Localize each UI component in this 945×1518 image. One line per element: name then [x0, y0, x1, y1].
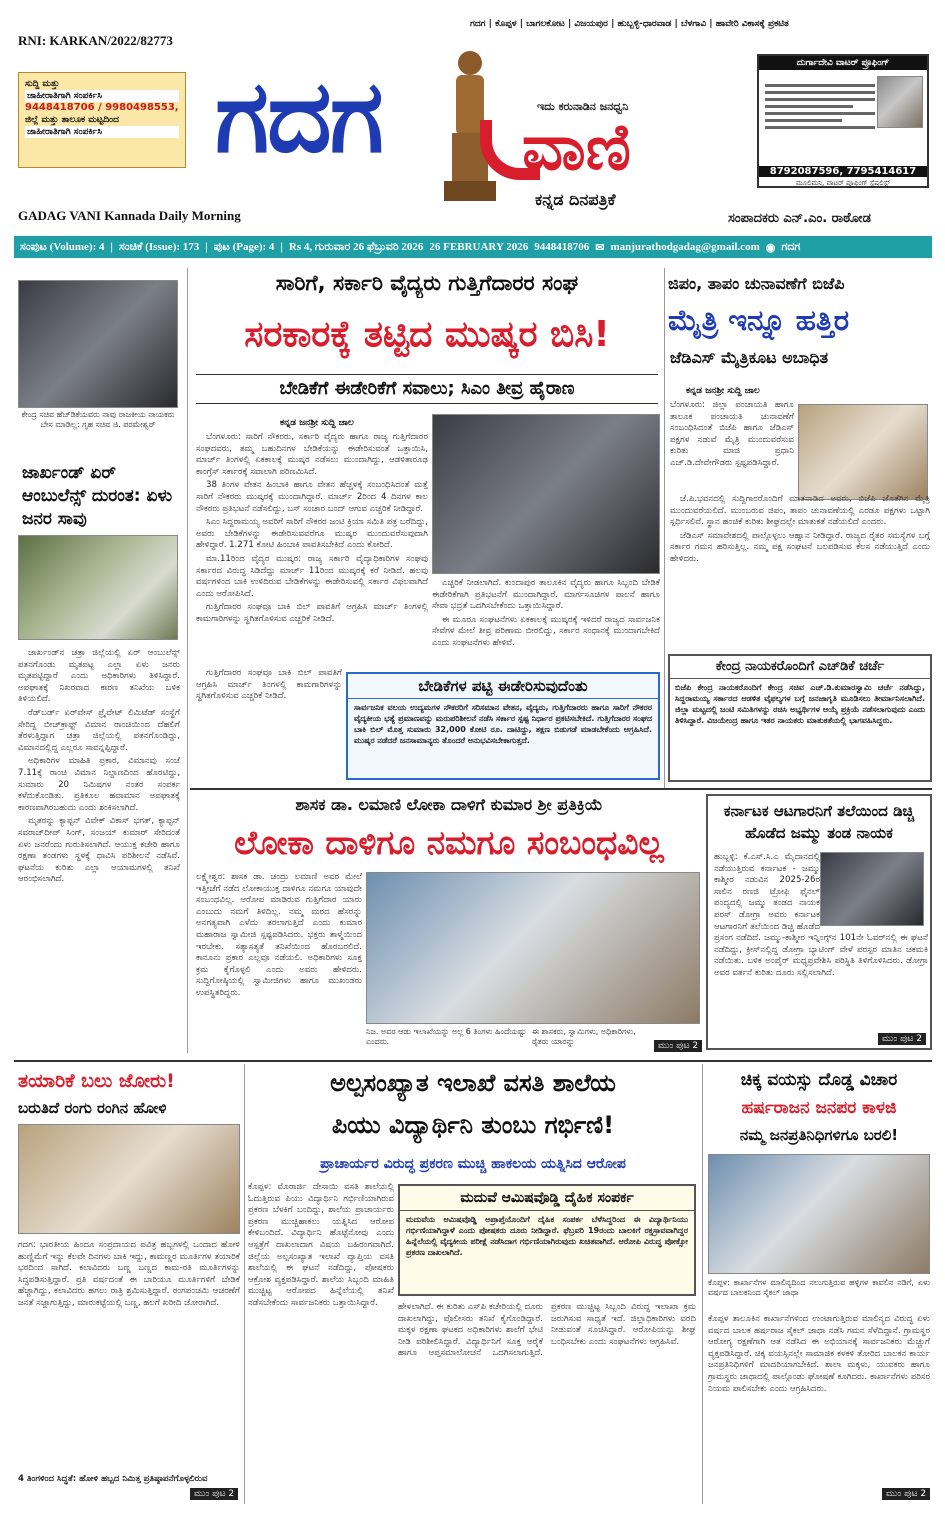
info-issue: ಸಂಚಿಕೆ (Issue): 173 — [118, 240, 200, 253]
sport-body: ಹುಬ್ಬಳ್ಳಿ: ಕೆ.ಎಸ್.ಸಿ.ಎ ಮೈದಾನದಲ್ಲಿ ನಡೆಯುತ್ತಿರುವ ಕರ್ನಾಟಕ - ಜಮ್ಮು ಕಾಶ್ಮೀರ ನಡುವಿನ 2025-26ರ ಸಾಲಿನ ರಣಜಿ ಟ್ರೋಫಿ ಫೈನಲ್ ಪಂದ್ಯದಲ್ಲಿ ಜಮ್ಮು ತಂಡದ ನಾಯಕ ಪರಸ್ ಡೋಗ್ರಾ ಅವರು ಕರ್ನಾಟಕ ಆಟಗಾರನಿಗೆ ತಲೆಯಿಂದ ಡಿಚ್ಚಿ ಹೊಡೆದ ಪ್ರಸಂಗ ನಡೆದಿದೆ. ಜಮ್ಮು-ಕಾಶ್ಮೀರ ಇನ್ನಿಂಗ್ಸ್‌ನ 101ನೇ ಓವರ್‌ನಲ್ಲಿ ಈ ಘಟನೆ ನಡೆದಿದ್ದು, ಕ್ರೀಸ್‌ನಲ್ಲಿದ್ದ ಡೋಗ್ರಾ ಬ್ಯಾಟಿಂಗ್ ವೇಳೆ ಪರಸ್ಪರ ಮಾತಿನ ಚಕಮಕಿ ನಡೆಯಿತು. ಬಳಿಕ ಅಂಪೈರ್ ಮಧ್ಯಪ್ರವೇಶಿಸಿ ಪರಿಸ್ಥಿತಿ ತಿಳಿಗೊಳಿಸಿದರು. ಡೋಗ್ರಾ ಅವರ ವರ್ತನೆ ಕುರಿತು ದೂರು ಸಲ್ಲಿಸಲಾಗಿದೆ. — [714, 852, 928, 978]
left-headline: ಜಾರ್ಖಂಡ್ ಏರ್ ಆಂಬುಲೆನ್ಸ್ ದುರಂತ: ಏಳು ಜನರ ಸಾವು — [22, 463, 173, 529]
info-email: manjurathodgadag@gmail.com — [610, 241, 760, 253]
mid-kicker: ಶಾಸಕ ಡಾ. ಲಮಾಣಿ ಲೋಕಾ ದಾಳಿಗೆ ಕುಮಾರ ಶ್ರೀ ಪ್ರತಿಕ್ರಿಯೆ — [295, 795, 603, 814]
holi-footer: 4 ತಿಂಗಳಿಂದ ಸಿದ್ಧತೆ: ಹೋಳಿ ಹಬ್ಬದ ನಿಮಿತ್ತ ಪ್ರತಿಷ್ಠಾಪನೆಗೊಳ್ಳಲಿರುವ — [18, 1474, 208, 1484]
masthead-title-right: ವಾಣಿ — [522, 111, 631, 185]
hostel-body-right: ಹೇಳಲಾಗಿದೆ. ಈ ಕುರಿತು ಎಸ್‌ಪಿ ಕಚೇರಿಯಲ್ಲಿ ದೂರು ದಾಖಲಾಗಿದ್ದು, ಪೊಲೀಸರು ತನಿಖೆ ಕೈಗೊಂಡಿದ್ದಾರೆ. ಮಕ್ಕಳ ರಕ್ಷಣಾ ಘಟಕದ ಅಧಿಕಾರಿಗಳು ಶಾಲೆಗೆ ಭೇಟಿ ನೀಡಿ ಪರಿಶೀಲಿಸಿದ್ದಾರೆ. ವಿದ್ಯಾರ್ಥಿನಿಗೆ ಸೂಕ್ತ ಆರೈಕೆ ಹಾಗೂ ಆಪ್ತಸಮಾಲೋಚನೆ ಒದಗಿಸಲಾಗುತ್ತಿದೆ. ಪ್ರಕರಣ ಮುಚ್ಚಿಟ್ಟ ಸಿಬ್ಬಂದಿ ವಿರುದ್ಧ ಇಲಾಖಾ ಕ್ರಮ ಜರುಗಿಸುವ ಸಾಧ್ಯತೆ ಇದೆ. ಜಿಲ್ಲಾಧಿಕಾರಿಗಳು ವರದಿ ನೀಡುವಂತೆ ಸೂಚಿಸಿದ್ದಾರೆ. ಆರೋಪಿಯನ್ನು ಶೀಘ್ರ ಬಂಧಿಸಬೇಕು ಎಂದು ಸಂಘಟನೆಗಳು ಆಗ್ರಹಿಸಿವೆ. — [398, 1302, 696, 1359]
lead-subhead: ಬೇಡಿಕೆಗೆ ಈಡೇರಿಕೆಗೆ ಸವಾಲು; ಸಿಎಂ ತೀವ್ರ ಹೈರಾಣ — [196, 374, 658, 404]
minister-photo — [18, 280, 178, 408]
ad-phones: 8792087596, 7795414617 — [759, 166, 927, 177]
child-caption: ಕೊಪ್ಪಳ: ಕಾರ್ಖಾನೆಗಳ ಮಾಲಿನ್ಯದಿಂದ ನಲುಗುತ್ತಿರುವ ಹಳ್ಳಿಗಳ ಕಾವಲಿನ ನಡಿಗೆ, ಏಳು ವರ್ಷದ ಬಾಲಕನಿಂದ ಸೈಕಲ್ ಜಾಥಾ — [708, 1278, 930, 1297]
contact-line3: ಜಿಲ್ಲೆ ಮತ್ತು ತಾಲೂಕ ಮಟ್ಟದಿಂದ — [25, 115, 119, 125]
lead-body2-p2: ಈ ಮೂರೂ ಸಂಘಟನೆಗಳು ಏಕಕಾಲಕ್ಕೆ ಮುಷ್ಕರಕ್ಕೆ ಇಳಿದರೆ ರಾಜ್ಯದ ಸಾರ್ವಜನಿಕ ಸೇವೆಗಳ ಮೇಲೆ ತೀವ್ರ ಪರಿಣಾಮ ಬೀರಲಿದ್ದು, ಸರ್ಕಾರ ಸಂಧಾನಕ್ಕೆ ಮುಂದಾಗಬೇಕಿದೆ ಎಂದು ಸಂಘಟನೆಗಳು ಹೇಳಿವೆ. — [432, 614, 660, 648]
contact-line2: ಜಾಹೀರಾತಿಗಾಗಿ ಸಂಪರ್ಕಿಸಿ — [25, 90, 179, 102]
sport-continue-tag: ಮುಂ ಪುಟ 2 — [878, 1033, 926, 1045]
demands-box-title: ಬೇಡಿಕೆಗಳ ಪಟ್ಟಿ ಈಡೇರಿಸುವುದೆಂತು — [348, 674, 658, 699]
child-body: ಕೊಪ್ಪಳ ತಾಲೂಕಿನ ಕಾರ್ಖಾನೆಗಳಿಂದ ಉಂಟಾಗುತ್ತಿರುವ ಮಾಲಿನ್ಯದ ವಿರುದ್ಧ ಏಳು ವರ್ಷದ ಬಾಲಕ ಹರ್ಷರಾಜ ಸೈಕಲ್ ಜಾಥಾ ನಡೆಸಿ ಗಮನ ಸೆಳೆದಿದ್ದಾನೆ. ಗ್ರಾಮಸ್ಥರ ಆರೋಗ್ಯ ರಕ್ಷಣೆಗಾಗಿ ಆತ ನಡೆಸಿದ ಈ ಅಭಿಯಾನಕ್ಕೆ ಸಾರ್ವಜನಿಕರು ಮೆಚ್ಚುಗೆ ವ್ಯಕ್ತಪಡಿಸಿದ್ದಾರೆ. ಚಿಕ್ಕ ವಯಸ್ಸಿನಲ್ಲೇ ಸಾಮಾಜಿಕ ಕಳಕಳಿ ತೋರಿದ ಬಾಲಕನ ಕಾರ್ಯ ಜನಪ್ರತಿನಿಧಿಗಳಿಗೆ ಮಾದರಿಯಾಗಬೇಕಿದೆ. ಶಾಲಾ ಮಕ್ಕಳು, ಯುವಕರು ಹಾಗೂ ಗ್ರಾಮಸ್ಥರು ಜಾಥಾದಲ್ಲಿ ಪಾಲ್ಗೊಂಡು ಘೋಷಣೆ ಕೂಗಿದರು. ಕಾರ್ಖಾನೆಗಳು ಪರಿಸರ ನಿಯಮ ಪಾಲಿಸಬೇಕು ಎಂದು ಆಗ್ರಹಿಸಿದರು. — [708, 1314, 930, 1394]
alliance-byline: ಕನ್ನಡ ಜನಶ್ರೀ ಸುದ್ದಿ ಜಾಲ — [686, 386, 760, 396]
marriage-box-title: ಮದುವೆ ಆಮಿಷವೊಡ್ಡಿ ದೈಹಿಕ ಸಂಪರ್ಕ — [400, 1186, 694, 1211]
left-body — [18, 648, 180, 1040]
info-page: ಪುಟ (Page): 4 — [213, 240, 275, 253]
mid-continue-tag: ಮುಂ ಪುಟ 2 — [654, 1040, 702, 1052]
lead-body-p2: 38 ತಿಂಗಳ ವೇತನ ಹಿಂಬಾಕಿ ಹಾಗೂ ವೇತನ ಹೆಚ್ಚಳಕ್ಕೆ ಸಂಬಂಧಿಸಿದಂತೆ ಮತ್ತೆ ಸಾರಿಗೆ ನೌಕರರು ಮುಷ್ಕರಕ್ಕೆ ಮುಂದಾಗಿದ್ದಾರೆ. ಮಾರ್ಚ್ 2ರಿಂದ 4 ದಿನಗಳ ಕಾಲ ನೌಕರರು ಪ್ರತಿಭಟನೆ ನಡೆಸಲಿದ್ದು, ಬಸ್ ಸಂಚಾರ ಬಂದ್ ಆಗುವ ಎಚ್ಚರಿಕೆ ನೀಡಿದ್ದಾರೆ. — [196, 480, 428, 514]
lead-body2 — [432, 578, 660, 668]
info-date-en: 26 FEBRUARY 2026 — [429, 241, 529, 253]
left-body-p3: ಅಧಿಕಾರಿಗಳ ಮಾಹಿತಿ ಪ್ರಕಾರ, ವಿಮಾನವು ಸಂಜೆ 7.11ಕ್ಕೆ ರಾಂಚಿ ವಿಮಾನ ನಿಲ್ದಾಣದಿಂದ ಹೊರಟಿದ್ದು, ಸುಮಾರು 20 ನಿಮಿಷಗಳ ನಂತರ ಸಂಪರ್ಕ ಕಳೆದುಕೊಂಡಿತು. ಪ್ರತಿಕೂಲ ಹವಾಮಾನ ಅಪಘಾತಕ್ಕೆ ಕಾರಣವಾಗಿರಬಹುದು ಎಂದು ಶಂಕಿಸಲಾಗಿದೆ. — [18, 756, 180, 813]
masthead-title-left: ಗದಗ — [215, 58, 382, 175]
email-icon: ✉ — [595, 241, 605, 254]
contact-phones: 9448418706 / 9980498553, — [25, 102, 179, 113]
bottom-right-divider — [702, 1064, 703, 1504]
holi-idol-photo — [18, 1124, 240, 1234]
cm-photo — [432, 414, 660, 574]
holi-continue-tag: ಮುಂ ಪುಟ 2 — [190, 1488, 238, 1500]
left-body-p2: ರೆಡ್‌ಬರ್ಡ್ ಏರ್‌ವೇಸ್ ಪ್ರೈವೇಟ್ ಲಿಮಿಟೆಡ್ ಸಂಸ್ಥೆಗೆ ಸೇರಿದ್ದ ಬೀಚ್‌ಕ್ರಾಫ್ಟ್ ವಿಮಾನ ರಾಂಚಿಯಿಂದ ದೆಹಲಿಗೆ ತೆರಳುತ್ತಿದ್ದಾಗ ಚತ್ರಾ ಜಿಲ್ಲೆಯಲ್ಲಿ ಪತನಗೊಂಡಿದ್ದು, ವಿಮಾನದಲ್ಲಿದ್ದ ಎಲ್ಲರೂ ಸಾವನ್ನಪ್ಪಿದ್ದಾರೆ. — [18, 707, 180, 753]
holi-headline2: ಬರುತಿದೆ ರಂಗು ರಂಗಿನ ಹೋಳಿ — [18, 1099, 167, 1117]
bottom-left-divider — [244, 1064, 245, 1504]
ad-title: ದುರ್ಗಾದೇವಿ ವಾಟರ್ ಪ್ರೂಫಿಂಗ್ — [759, 56, 927, 70]
location-icon: ◉ — [765, 241, 776, 254]
info-volume: ಸಂಪುಟ (Volume): 4 — [20, 240, 105, 253]
lead-body-p3: ಸಿಎಂ ಸಿದ್ದರಾಮಯ್ಯ ಅವರಿಗೆ ಸಾರಿಗೆ ನೌಕರರ ಜಂಟಿ ಕ್ರಿಯಾ ಸಮಿತಿ ಪತ್ರ ಬರೆದಿದ್ದು, ಅವರು ಬೇಡಿಕೆಗಳನ್ನು ಈಡೇರಿಸುವವರೆಗೂ ಮುಷ್ಕರ ಮುಂದುವರೆಸುವುದಾಗಿ ಹೇಳಿದ್ದಾರೆ. 1.271 ಕೋಟಿ ಹಿಂಬಾಕಿ ಪಾವತಿಸಬೇಕಿದೆ ಎಂದು ಕೋರಿದೆ. — [196, 517, 428, 551]
bottom-rule — [14, 1060, 932, 1062]
info-price-date: Rs 4, ಗುರುವಾರ 26 ಫೆಬ್ರುವರಿ 2026 — [288, 240, 424, 253]
lead-body-cont — [196, 668, 342, 780]
mid-caption-right: ಈ ಶಾಸಕರು, ಸ್ವಾಮಿಗಳು, ಅಧಿಕಾರಿಗಳು, ರೈತರು ಯಾರನ್ನು — [532, 1027, 636, 1046]
lead-kicker: ಸಾರಿಗೆ, ಸರ್ಕಾರಿ ವೈದ್ಯರು ಗುತ್ತಿಗೆದಾರರ ಸಂಘ — [275, 271, 579, 295]
lead-headline: ಸರಕಾರಕ್ಕೆ ತಟ್ಟಿದ ಮುಷ್ಕರ ಬಿಸಿ! — [244, 314, 610, 355]
hdk-talks-box — [668, 654, 932, 782]
lead-body — [196, 432, 428, 664]
right-divider — [664, 268, 665, 788]
child-continue-tag: ಮುಂ ಪುಟ 2 — [882, 1488, 930, 1500]
lead-body2-p1: ಎಚ್ಚರಿಕೆ ನೀಡಲಾಗಿದೆ. ಕುಂದಾಪುರ ತಾಲೂಕಿನ ವೈದ್ಯರು ಹಾಗೂ ಸಿಬ್ಬಂದಿ ಬೇಡಿಕೆ ಈಡೇರಿಕೆಗಾಗಿ ಪ್ರತಿಭಟನೆಗೆ ಮುಂದಾಗಿದ್ದಾರೆ. ಮಾರ್ಗಸೂಚಿಗಳ ಪಾಲನೆ ಹಾಗೂ ಸೇವಾ ಭದ್ರತೆ ಒದಗಿಸಬೇಕೆಂದು ಒತ್ತಾಯಿಸಿದ್ದಾರೆ. — [432, 578, 660, 612]
demands-box-body: ಸಾರ್ವಜನಿಕ ವಲಯ ಉದ್ಯಮಗಳ ನೌಕರರಿಗೆ ಸರಿಸಮಾನ ವೇತನ, ವೈದ್ಯರು, ಗುತ್ತಿಗೆದಾರರು ಹಾಗೂ ಸಾರಿಗೆ ನೌಕರರ ವೈದ್ಯಕೀಯ ಭತ್ಯೆ ಪ್ರಮಾಣವನ್ನು ಮರುಪರಿಶೀಲನೆ ನಡೆಸಿ ಸರ್ಕಾರ ಸ್ಪಷ್ಟ ನಿರ್ಧಾರ ಪ್ರಕಟಿಸಬೇಕಿದೆ. ಗುತ್ತಿಗೆದಾರರ ಸಂಘದ ಬಾಕಿ ಬಿಲ್ ಮೊತ್ತ ಸುಮಾರು 32,000 ಕೋಟಿ ರೂ. ದಾಟಿದ್ದು, ತಕ್ಷಣ ಬಿಡುಗಡೆ ಮಾಡಬೇಕೆಂದು ಆಗ್ರಹಿಸಿದೆ. ಮುಷ್ಕರ ನಡೆದರೆ ಜನಸಾಮಾನ್ಯರು ತೊಂದರೆ ಅನುಭವಿಸಬೇಕಾಗುತ್ತದೆ. — [354, 703, 652, 745]
alliance-body-short: ಬೆಂಗಳೂರು: ಜಿಲ್ಲಾ ಪಂಚಾಯತಿ ಹಾಗೂ ತಾಲೂಕ ಪಂಚಾಯತಿ ಚುನಾವಣೆಗೆ ಸಂಬಂಧಿಸಿದಂತೆ ಬಿಜೆಪಿ ಹಾಗೂ ಜೆಡಿಎಸ್ ಪಕ್ಷಗಳ ನಡುವೆ ಮೈತ್ರಿ ಮುಂದುವರೆಸುವ ಕುರಿತು ಮಾಜಿ ಪ್ರಧಾನಿ ಎಚ್.ಡಿ.ದೇವೇಗೌಡರು ಸ್ಪಷ್ಟಪಡಿಸಿದ್ದಾರೆ. — [670, 400, 794, 468]
cycle-rally-photo — [708, 1154, 930, 1274]
english-name: GADAG VANI Kannada Daily Morning — [18, 208, 241, 223]
left-body-p1: ಜಾರ್ಖಂಡ್‌ನ ಚತ್ರಾ ಜಿಲ್ಲೆಯಲ್ಲಿ ಏರ್ ಆಂಬುಲೆನ್ಸ್ ಪತನಗೊಂಡು ಮೃತಪಟ್ಟ ಎಲ್ಲಾ ಏಳು ಜನರು ಮೃತಪಟ್ಟಿದ್ದಾರೆ ಎಂದು ಅಧಿಕಾರಿಗಳು ತಿಳಿಸಿದ್ದಾರೆ. ಅಪಘಾತಕ್ಕೆ ನಿಖರವಾದ ಕಾರಣ ತನಿಖೆಯ ಬಳಿಕ ತಿಳಿಯಲಿದೆ. — [18, 648, 180, 705]
sport-headline: ಕರ್ನಾಟಕ ಆಟಗಾರನಿಗೆ ತಲೆಯಿಂದ ಡಿಚ್ಚಿ ಹೊಡೆದ ಜಮ್ಮು ತಂಡ ನಾಯಕ — [723, 802, 915, 842]
alliance-body-p2: ಜೆಡಿಎಸ್ ಸಮಾವೇಶದಲ್ಲಿ ಪಾಲ್ಗೊಳ್ಳಲು ಆಹ್ವಾನ ನೀಡಿದ್ದಾರೆ. ರಾಜ್ಯದ ರೈತರ ಸಮಸ್ಯೆಗಳ ಬಗ್ಗೆ ಸರ್ಕಾರ ಗಮನ ಹರಿಸುತ್ತಿಲ್ಲ. ನಮ್ಮ ಪಕ್ಷ ಸಂಘಟನೆ ಬಲಪಡಿಸುವ ಕೆಲಸ ನಡೆಯುತ್ತಿದೆ ಎಂದು ಹೇಳಿದರು. — [670, 530, 930, 564]
contact-box — [18, 72, 186, 168]
lead-body-p5: ಗುತ್ತಿಗೆದಾರರ ಸಂಘವೂ ಬಾಕಿ ಬಿಲ್ ಪಾವತಿಗೆ ಆಗ್ರಹಿಸಿ ಮಾರ್ಚ್ ತಿಂಗಳಲ್ಲಿ ಕಾಮಗಾರಿಗಳನ್ನು ಸ್ಥಗಿತಗೊಳಿಸುವ ಎಚ್ಚರಿಕೆ ನೀಡಿದೆ. — [196, 602, 428, 624]
contact-line1: ಸುದ್ದಿ ಮತ್ತು — [25, 79, 60, 89]
ad-footer: ಮೂಲಿಮನಿ, ವಾಟರ್ ಪ್ರೂಫಿಂಗ್ ಸ್ಪೆಷಲಿಸ್ಟ್ — [795, 179, 891, 187]
info-bar: ಸಂಪುಟ (Volume): 4 | ಸಂಚಿಕೆ (Issue): 173 | ಪುಟ (Page): 4 | Rs 4, ಗುರುವಾರ 26 ಫೆಬ್ರುವರಿ 2026 26 FEBRUARY 2026 9448418706 ✉ manjurathodgadag@gmail.com ◉ ಗದಗ — [14, 236, 932, 258]
child-headline1: ಚಿಕ್ಕ ವಯಸ್ಸು ದೊಡ್ಡ ವಿಚಾರ — [740, 1070, 898, 1090]
lead-body-p1: ಬೆಂಗಳೂರು: ಸಾರಿಗೆ ನೌಕರರು, ಸರ್ಕಾರಿ ವೈದ್ಯರು ಹಾಗೂ ರಾಜ್ಯ ಗುತ್ತಿಗೆದಾರರ ಸಂಘದವರು, ತಮ್ಮ ಬಹುದಿನಗಳ ಬೇಡಿಕೆಯನ್ನು ಈಡೇರಿಸುವಂತೆ ಒತ್ತಾಯಿಸಿ, ಮಾರ್ಚ್ ತಿಂಗಳಲ್ಲಿ ಏಕಕಾಲಕ್ಕೆ ಮುಷ್ಕರ ನಡೆಸಲು ಮುಂದಾಗಿದ್ದು, ಆಡಳಿತಾರೂಢ ಕಾಂಗ್ರೆಸ್ ಸರ್ಕಾರಕ್ಕೆ ಸವಾಲಾಗಿ ಪರಿಣಮಿಸಿದೆ. — [196, 432, 428, 477]
marriage-box-body: ಮದುವೆಯ ಆಮಿಷವೊಡ್ಡಿ ಅಪ್ರಾಪ್ತೆಯೊಂದಿಗೆ ದೈಹಿಕ ಸಂಪರ್ಕ ಬೆಳೆಸಿದ್ದರಿಂದ ಈ ವಿದ್ಯಾರ್ಥಿನಿಯು ಗರ್ಭಿಣಿಯಾಗಿದ್ದಾಳೆ ಎಂದು ಪೋಷಕರು ದೂರು ನೀಡಿದ್ದಾರೆ. ಫೆಬ್ರವರಿ 19ರಂದು ಬಾಲಕಿಗೆ ರಕ್ತಸ್ರಾವವಾಗಿದ್ದರ ಹಿನ್ನೆಲೆಯಲ್ಲಿ ವೈದ್ಯಕೀಯ ಪರೀಕ್ಷೆ ನಡೆಸಿದಾಗ ಗರ್ಭಿಣಿಯಾಗಿರುವುದು ಖಚಿತವಾಗಿದೆ. ಆರೋಪಿ ವಿರುದ್ಧ ಪೋಕ್ಸೋ ಪ್ರಕರಣ ದಾಖಲಾಗಿದೆ. — [406, 1215, 688, 1257]
minister-photo-caption: ಕೇಂದ್ರ ಸಚಿವ ಹೆಚ್‌ಡಿಕೆಯವರು ನಾವು ರಾಜಕೀಯ ನಾಯಕರು ಬೇಸ ಮಾಡಿಲ್ಲ: ಗೃಹ ಸಚಿವ ಜಿ. ಪರಮೇಶ್ವರ್ — [21, 410, 175, 429]
child-headline2: ಹರ್ಷರಾಜನ ಜನಪರ ಕಾಳಜಿ — [741, 1098, 897, 1118]
hostel-headline2: ಪಿಯು ವಿದ್ಯಾರ್ಥಿನಿ ತುಂಬು ಗರ್ಭಿಣಿ! — [331, 1111, 615, 1139]
demands-box — [346, 672, 660, 780]
crash-photo — [18, 535, 178, 640]
alliance-kicker: ಜಿಪಂ, ತಾಪಂ ಚುನಾವಣೆಗೆ ಬಿಜೆಪಿ — [668, 274, 845, 293]
hostel-headline1: ಅಲ್ಪಸಂಖ್ಯಾತ ಇಲಾಖೆ ವಸತಿ ಶಾಲೆಯ — [330, 1069, 616, 1097]
sport-box — [706, 794, 932, 1050]
press-meet-photo — [366, 872, 700, 1024]
mid-headline: ಲೋಕಾ ದಾಳಿಗೂ ನಮಗೂ ಸಂಬಂಧವಿಲ್ಲ — [234, 823, 664, 862]
mid-body: ಲಕ್ಷ್ಮೇಶ್ವರ: ಶಾಸಕ ಡಾ. ಚಂದ್ರು ಲಮಾಣಿ ಅವರ ಮೇಲೆ ಇತ್ತೀಚೆಗೆ ನಡೆದ ಲೋಕಾಯುಕ್ತ ದಾಳಿಗೂ ನಮಗೂ ಯಾವುದೇ ಸಂಬಂಧವಿಲ್ಲ. ಆರೋಪ ಮಾಡಿರುವ ಗುತ್ತಿಗೆದಾರ ಯಾರು ಎಂಬುದು ನಮಗೆ ತಿಳಿದಿಲ್ಲ. ನಮ್ಮ ಮಠದ ಹೆಸರನ್ನು ಅನಗತ್ಯವಾಗಿ ಎಳೆದು ತರಲಾಗುತ್ತಿದೆ ಎಂದು ಕುಮಾರ ಮಹಾರಾಜ ಸ್ವಾಮೀಜಿ ಸ್ಪಷ್ಟಪಡಿಸಿದರು. ಭಕ್ತರು ತಾಳ್ಮೆಯಿಂದ ಇರಬೇಕು. ಸತ್ಯಾಸತ್ಯತೆ ತನಿಖೆಯಿಂದ ಹೊರಬರಲಿದೆ. ಕಾನೂನು ಪ್ರಕಾರ ಎಲ್ಲವೂ ನಡೆಯಲಿ. ಅಧಿಕಾರಿಗಳು ಸೂಕ್ತ ಕ್ರಮ ಕೈಗೊಳ್ಳಲಿ ಎಂದು ಅವರು ಹೇಳಿದರು. ಸುದ್ದಿಗೋಷ್ಠಿಯಲ್ಲಿ ಸ್ವಾಮೀಜಿಗಳು ಹಾಗೂ ಮುಖಂಡರು ಉಪಸ್ಥಿತರಿದ್ದರು. — [196, 872, 362, 998]
left-body-p4: ಮೃತರನ್ನು ಕ್ಯಾಪ್ಟನ್ ವಿವೇಕ್ ವಿಕಾಸ್ ಭಗತ್, ಕ್ಯಾಪ್ಟನ್ ಸವರಾಜ್‌ದೀಪ್ ಸಿಂಗ್, ಸಂಜಯ್ ಕುಮಾರ್ ಸೇರಿದಂತೆ ಏಳು ಜನರೆಂದು ಗುರುತಿಸಲಾಗಿದೆ. ಆಯುಕ್ತ ಕಚೇರಿ ಹಾಗೂ ರಕ್ಷಣಾ ತಂಡಗಳು ಸ್ಥಳಕ್ಕೆ ಧಾವಿಸಿ ಪರಿಶೀಲನೆ ನಡೆಸಿವೆ. ಘಟನೆಯ ಕುರಿತು ಎಲ್ಲಾ ಆಯಾಮಗಳಲ್ಲಿ ತನಿಖೆ ಆರಂಭಿಸಲಾಗಿದೆ. — [18, 816, 180, 885]
alliance-body — [670, 494, 930, 649]
ad-photo — [877, 76, 923, 128]
section-rule — [190, 788, 932, 790]
lead-body-cont-p: ಗುತ್ತಿಗೆದಾರರ ಸಂಘವೂ ಬಾಕಿ ಬಿಲ್ ಪಾವತಿಗೆ ಆಗ್ರಹಿಸಿ ಮಾರ್ಚ್ ತಿಂಗಳಲ್ಲಿ ಕಾಮಗಾರಿಗಳನ್ನು ಸ್ಥಗಿತಗೊಳಿಸುವ ಎಚ್ಚರಿಕೆ ನೀಡಿದೆ. — [196, 668, 342, 702]
alliance-subhead: ಜೆಡಿಎಸ್ ಮೈತ್ರಿಕೂಟ ಅಬಾಧಿತ — [670, 348, 829, 367]
water-proofing-ad — [757, 54, 929, 188]
district-list: ಗದಗ | ಕೊಪ್ಪಳ | ಬಾಗಲಕೋಟ | ವಿಜಯಪುರ | ಹುಬ್ಬಳ್ಳಿ-ಧಾರವಾಡ | ಬೆಳಗಾವಿ | ಹಾವೇರಿ ವಿಕಾಸಕ್ಕೆ ಪ್ರಕಟಿತ — [470, 19, 789, 29]
alliance-body-p1: ಜೆ.ಪಿ.ಭವನದಲ್ಲಿ ಸುದ್ದಿಗಾರರೊಂದಿಗೆ ಮಾತನಾಡಿದ ಅವರು, ಬಿಜೆಪಿ ಜೊತೆಗಿನ ಮೈತ್ರಿ ಮುಂದುವರೆಯಲಿದೆ. ಮುಂಬರುವ ಜಿಪಂ, ತಾಪಂ ಚುನಾವಣೆಯಲ್ಲಿ ಎರಡೂ ಪಕ್ಷಗಳು ಒಟ್ಟಾಗಿ ಸ್ಪರ್ಧಿಸಲಿವೆ. ಸ್ಥಾನ ಹಂಚಿಕೆ ಕುರಿತು ಶೀಘ್ರದಲ್ಲೇ ಮಾತುಕತೆ ನಡೆಯಲಿದೆ ಎಂದರು. — [670, 494, 930, 528]
hostel-subhead: ಪ್ರಾಚಾರ್ಯರ ವಿರುದ್ಧ ಪ್ರಕರಣ ಮುಚ್ಚಿ ಹಾಕಲಯ ಯತ್ನಿಸಿದ ಆರೋಪ — [320, 1156, 626, 1172]
masthead-slogan: ಇದು ಕರುನಾಡಿನ ಜನಧ್ವನಿ — [537, 100, 629, 113]
hdk-talks-body: ಬಿಜೆಪಿ ಕೇಂದ್ರ ನಾಯಕರೊಂದಿಗೆ ಕೇಂದ್ರ ಸಚಿವ ಎಚ್.ಡಿ.ಕುಮಾರಸ್ವಾಮಿ ಚರ್ಚೆ ನಡೆಸಿದ್ದು, ಸಿದ್ದರಾಮಯ್ಯ ಸರ್ಕಾರದ ಆಡಳಿತ ವೈಫಲ್ಯಗಳ ಬಗ್ಗೆ ಜನಜಾಗೃತಿ ಮೂಡಿಸಲು ತೀರ್ಮಾನಿಸಲಾಗಿದೆ. ಜಿಲ್ಲಾ ಮಟ್ಟದಲ್ಲಿ ಜಂಟಿ ಸಮಿತಿಗಳನ್ನು ರಚಿಸಿ ಅಭ್ಯರ್ಥಿಗಳ ಆಯ್ಕೆ ಪ್ರಕ್ರಿಯೆ ನಡೆಸಲಾಗುವುದು ಎಂದು ತಿಳಿಸಿದ್ದಾರೆ. ವಿಜಯೇಂದ್ರ ಹಾಗೂ ಇತರ ನಾಯಕರು ಮಾತುಕತೆಯಲ್ಲಿ ಭಾಗವಹಿಸಿದ್ದರು. — [675, 683, 925, 725]
masthead-subtitle: ಕನ್ನಡ ದಿನಪತ್ರಿಕೆ — [535, 190, 616, 209]
child-headline3: ನಮ್ಮ ಜನಪ್ರತಿನಿಧಿಗಳಿಗೂ ಬರಲಿ! — [739, 1126, 899, 1144]
mid-caption-left: ನಿಜ. ಅವರ ಆಡು ಇಲಾಖೆಯನ್ನು ಅಲ್ಲ 6 ತಿಂಗಳು ಹಿಂದೆಯಷ್ಟು ಎಂದರು. — [366, 1027, 527, 1046]
hdk-talks-headline: ಕೇಂದ್ರ ನಾಯಕರೊಂದಿಗೆ ಎಚ್‌ಡಿಕೆ ಚರ್ಚೆ — [670, 656, 930, 679]
alliance-headline: ಮೈತ್ರಿ ಇನ್ನೂ ಹತ್ತಿರ — [668, 303, 850, 337]
contact-line4: ಜಾಹೀರಾತಿಗಾಗಿ ಸಂಪರ್ಕಿಸಿ — [25, 126, 179, 138]
marriage-box — [398, 1184, 696, 1296]
holi-body: ಗದಗ: ಭಾರತೀಯ ಹಿಂದೂ ಸಂಪ್ರದಾಯದ ಪವಿತ್ರ ಹಬ್ಬಗಳಲ್ಲಿ ಒಂದಾದ ಹೋಳಿ ಹುಣ್ಣಿಮೆಗೆ ಇನ್ನು ಕೆಲವೇ ದಿನಗಳು ಬಾಕಿ ಇದ್ದು, ಕಾಮಣ್ಣರ ಮೂರ್ತಿಗಳ ತಯಾರಿಕೆ ಭರದಿಂದ ಸಾಗಿದೆ. ಕಲಾವಿದರು ಬಣ್ಣ ಬಣ್ಣದ ಕಾಮ-ರತಿ ಮೂರ್ತಿಗಳನ್ನು ಸಿದ್ಧಪಡಿಸುತ್ತಿದ್ದಾರೆ. ಪ್ರತಿ ವರ್ಷದಂತೆ ಈ ಬಾರಿಯೂ ಮೂರ್ತಿಗಳಿಗೆ ಬೇಡಿಕೆ ಹೆಚ್ಚಾಗಿದ್ದು, ಕಲಾವಿದರು ಹಗಲು ರಾತ್ರಿ ಶ್ರಮಿಸುತ್ತಿದ್ದಾರೆ. ರಂಗಪಂಚಮಿ ಆಚರಣೆಗೆ ಜನತೆ ಸಜ್ಜಾಗುತ್ತಿದ್ದು, ಮಾರುಕಟ್ಟೆಯಲ್ಲಿ ಬಣ್ಣ, ಹಲಗೆ ಖರೀದಿ ಜೋರಾಗಿದೆ. — [18, 1240, 240, 1308]
lead-byline: ಕನ್ನಡ ಜನಶ್ರೀ ಸುದ್ದಿ ಜಾಲ — [280, 418, 354, 428]
rni-number: RNI: KARKAN/2022/82773 — [18, 33, 173, 48]
devegowda-photo — [798, 404, 928, 500]
holi-headline1: ತಯಾರಿಕೆ ಬಲು ಜೋರು! — [18, 1070, 175, 1092]
editor-name: ಸಂಪಾದಕರು ಎನ್.ಎಂ. ರಾಠೋಡ — [728, 211, 871, 226]
info-phone: 9448418706 — [534, 241, 590, 253]
lead-body-p4: ಮಾ.11ರಿಂದ ವೈದ್ಯರ ಮುಷ್ಕರ: ರಾಜ್ಯ ಸರ್ಕಾರಿ ವೈದ್ಯಾಧಿಕಾರಿಗಳ ಸಂಘವು ಸರ್ಕಾರದ ವಿರುದ್ಧ ಸಿಡಿದೆದ್ದು ಮಾರ್ಚ್ 11ರಿಂದ ಮುಷ್ಕರಕ್ಕೆ ಕರೆ ನೀಡಿದೆ. ಹಲವು ವರ್ಷಗಳಿಂದ ಬಾಕಿ ಉಳಿದಿರುವ ಬೇಡಿಕೆಗಳನ್ನು ಈಡೇರಿಸುವಲ್ಲಿ ಸರ್ಕಾರ ವಿಫಲವಾಗಿದೆ ಎಂದು ಆರೋಪಿಸಿದೆ. — [196, 553, 428, 599]
hostel-body-left: ಕೊಪ್ಪಳ: ಮೊರಾರ್ಜಿ ದೇಸಾಯಿ ವಸತಿ ಶಾಲೆಯಲ್ಲಿ ಓದುತ್ತಿರುವ ಪಿಯು ವಿದ್ಯಾರ್ಥಿನಿ ಗರ್ಭಿಣಿಯಾಗಿರುವ ಪ್ರಕರಣ ಬೆಳಕಿಗೆ ಬಂದಿದ್ದು, ಶಾಲೆಯ ಪ್ರಾಚಾರ್ಯರು ಪ್ರಕರಣ ಮುಚ್ಚಿಹಾಕಲು ಯತ್ನಿಸಿದ ಆರೋಪ ಕೇಳಿಬಂದಿದೆ. ವಿದ್ಯಾರ್ಥಿನಿ ಹೊಟ್ಟೆನೋವು ಎಂದು ಆಸ್ಪತ್ರೆಗೆ ದಾಖಲಾದಾಗ ವಿಷಯ ಬಹಿರಂಗವಾಗಿದೆ. ಜಿಲ್ಲೆಯ ಅಲ್ಪಸಂಖ್ಯಾತ ಇಲಾಖೆ ವ್ಯಾಪ್ತಿಯ ವಸತಿ ಶಾಲೆಯಲ್ಲಿ ಈ ಘಟನೆ ನಡೆದಿದ್ದು, ಪೋಷಕರು ಆಕ್ರೋಶ ವ್ಯಕ್ತಪಡಿಸಿದ್ದಾರೆ. ಶಾಲೆಯ ಸಿಬ್ಬಂದಿ ಮಾಹಿತಿ ಮುಚ್ಚಿಟ್ಟ ಆರೋಪದ ಹಿನ್ನೆಲೆಯಲ್ಲಿ ತನಿಖೆ ನಡೆಸಬೇಕೆಂದು ಸಾರ್ವಜನಿಕರು ಒತ್ತಾಯಿಸಿದ್ದಾರೆ. — [248, 1182, 394, 1308]
left-divider — [187, 268, 188, 1053]
info-place: ಗದಗ — [781, 240, 801, 253]
